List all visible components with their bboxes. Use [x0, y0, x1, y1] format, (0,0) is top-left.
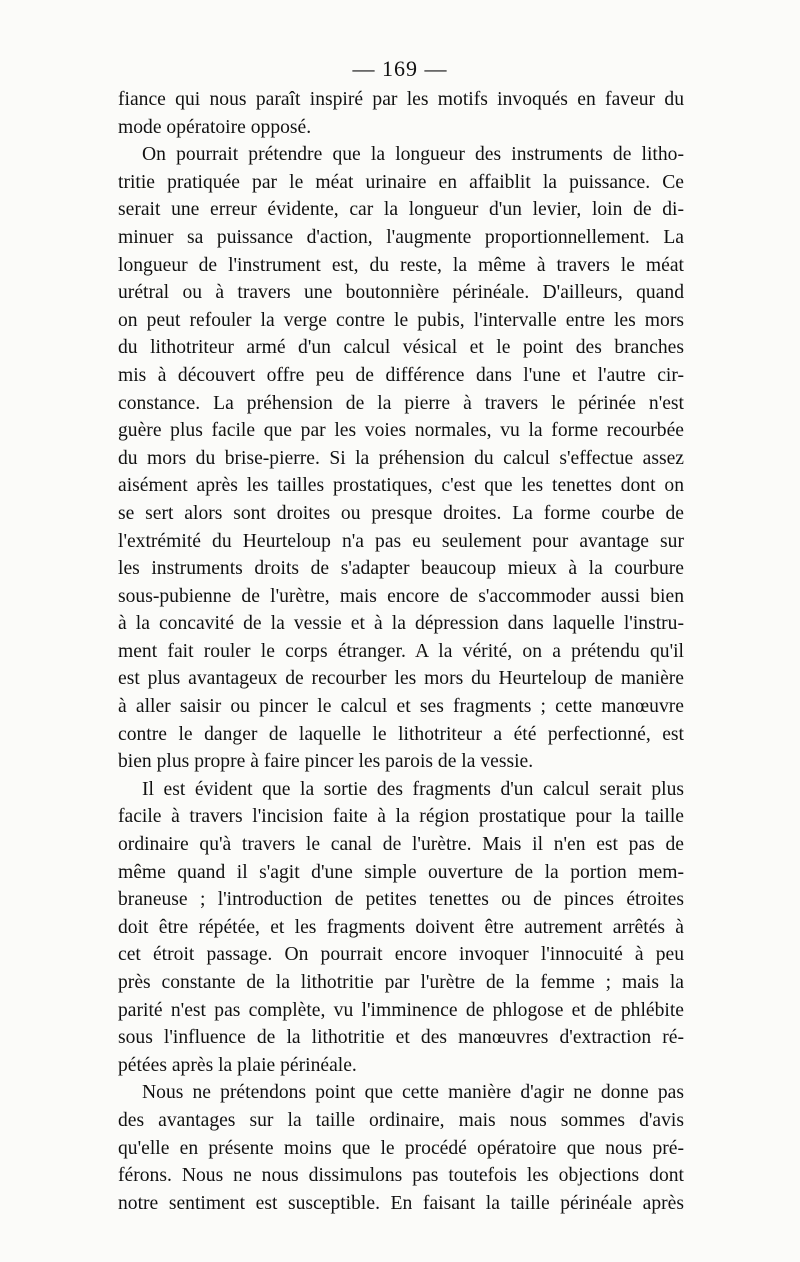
text-line: guère plus facile que par les voies normales, vu la forme recourbée — [118, 420, 684, 442]
text-line: On pourrait prétendre que la longueur des instruments de litho- — [142, 144, 684, 166]
text-line: on peut refouler la verge contre le pubis, l'intervalle entre les mors — [118, 309, 684, 331]
text-line: des avantages sur la taille ordinaire, mais nous sommes d'avis — [118, 1109, 684, 1131]
text-line: constance. La préhension de la pierre à travers le périnée n'est — [118, 392, 684, 414]
text-line: parité n'est pas complète, vu l'imminence de phlogose et de phlébite — [118, 999, 684, 1021]
text-line: ordinaire qu'à travers le canal de l'urètre. Mais il n'en est pas de — [118, 834, 684, 856]
text-line: doit être répétée, et les fragments doivent être autrement arrêtés à — [118, 916, 684, 938]
text-line: aisément après les tailles prostatiques, c'est que les tenettes dont on — [118, 475, 684, 497]
body-text — [118, 86, 684, 1217]
text-line: sous l'influence de la lithotritie et des manœuvres d'extraction ré- — [118, 1027, 684, 1049]
page-number: — 169 — — [352, 56, 448, 81]
text-line: facile à travers l'incision faite à la région prostatique pour la taille — [118, 806, 684, 828]
text-line: serait une erreur évidente, car la longueur d'un levier, loin de di- — [118, 199, 684, 221]
text-line: tritie pratiquée par le méat urinaire en affaiblit la puissance. Ce — [118, 171, 684, 193]
text-line: longueur de l'instrument est, du reste, la même à travers le méat — [118, 254, 684, 276]
text-line: ment fait rouler le corps étranger. A la vérité, on a prétendu qu'il — [118, 640, 684, 662]
paragraph — [118, 1079, 684, 1217]
text-line: minuer sa puissance d'action, l'augmente proportionnellement. La — [118, 226, 684, 248]
text-line: mis à découvert offre peu de différence dans l'une et l'autre cir- — [118, 364, 684, 386]
text-line: qu'elle en présente moins que le procédé opératoire que nous pré- — [118, 1137, 684, 1159]
text-line: près constante de la lithotritie par l'urètre de la femme ; mais la — [118, 972, 684, 993]
text-line: Nous ne prétendons point que cette manière d'agir ne donne pas — [142, 1082, 684, 1104]
text-line: braneuse ; l'introduction de petites tenettes ou de pinces étroites — [118, 889, 684, 911]
paragraph — [118, 776, 684, 1080]
text-line: urétral ou à travers une boutonnière périnéale. D'ailleurs, quand — [118, 282, 684, 304]
text-line: se sert alors sont droites ou presque droites. La forme courbe de — [118, 502, 684, 524]
text-line: est plus avantageux de recourber les mors du Heurteloup de manière — [118, 668, 684, 690]
text-line: contre le danger de laquelle le lithotriteur a été perfectionné, est — [118, 723, 684, 745]
text-line: du lithotriteur armé d'un calcul vésical et le point des branches — [118, 337, 684, 359]
text-line: sous-pubienne de l'urètre, mais encore de s'accommoder aussi bien — [118, 585, 684, 607]
text-line: cet étroit passage. On pourrait encore invoquer l'innocuité à peu — [118, 944, 684, 966]
text-line: pétées après la plaie périnéale. — [118, 1054, 357, 1076]
text-line: notre sentiment est susceptible. En faisant la taille périnéale après — [118, 1192, 684, 1214]
text-line: les instruments droits de s'adapter beaucoup mieux à la courbure — [118, 558, 684, 580]
text-line: férons. Nous ne nous dissimulons pas toutefois les objections dont — [118, 1165, 684, 1187]
text-line: fiance qui nous paraît inspiré par les motifs invoqués en faveur du — [118, 89, 684, 110]
paragraph — [118, 141, 684, 776]
text-line: l'extrémité du Heurteloup n'a pas eu seulement pour avantage sur — [118, 530, 684, 552]
text-line: bien plus propre à faire pincer les parois de la vessie. — [118, 751, 534, 773]
paragraph — [118, 86, 684, 141]
text-line: même quand il s'agit d'une simple ouverture de la portion mem- — [118, 861, 684, 883]
text-line: à la concavité de la vessie et à la dépression dans laquelle l'instru- — [118, 613, 684, 635]
text-line: du mors du brise-pierre. Si la préhension du calcul s'effectue assez — [118, 447, 684, 469]
text-line: mode opératoire opposé. — [118, 116, 312, 138]
text-line: Il est évident que la sortie des fragments d'un calcul serait plus — [142, 778, 684, 800]
text-line: à aller saisir ou pincer le calcul et ses fragments ; cette manœuvre — [118, 696, 684, 718]
